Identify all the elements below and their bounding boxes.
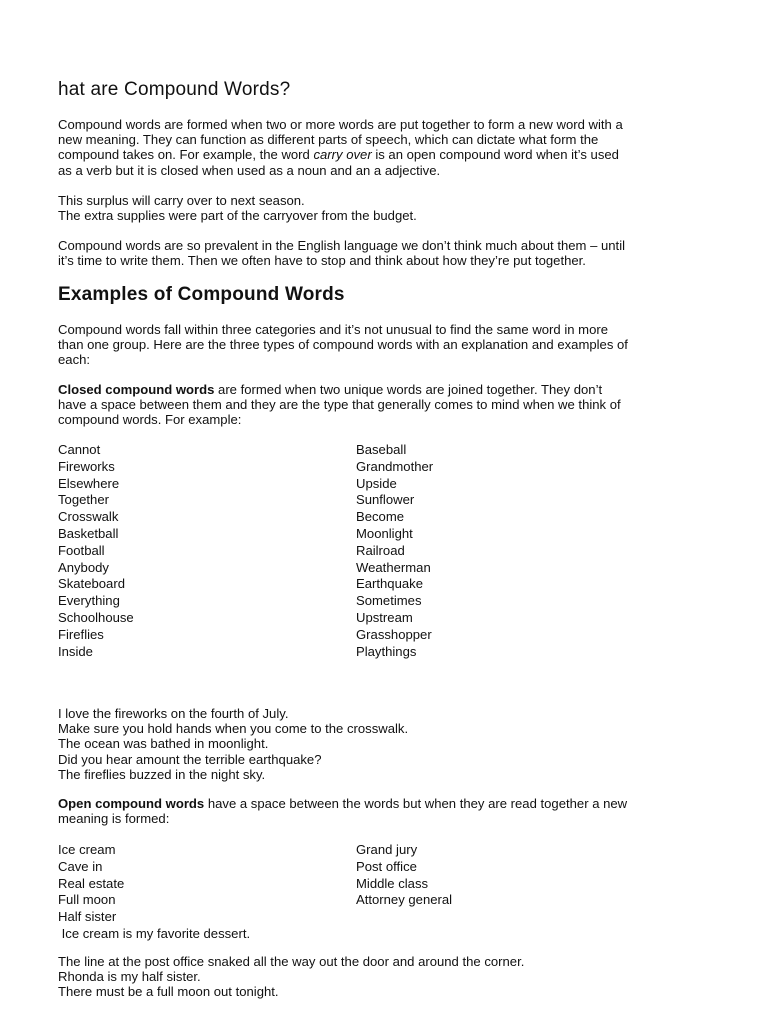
list-item: Earthquake <box>356 576 423 592</box>
list-item: Half sister <box>58 909 117 925</box>
intro-paragraph <box>58 117 718 178</box>
open-list-right-column <box>356 842 646 909</box>
list-item: Weatherman <box>356 559 431 575</box>
list-item: Elsewhere <box>58 475 120 491</box>
list-item: Baseball <box>356 442 407 457</box>
list-item: Grasshopper <box>356 626 432 642</box>
list-item: Football <box>58 542 105 558</box>
list-item: Grand jury <box>356 842 418 857</box>
closed-compound-label: Closed compound words <box>58 382 215 397</box>
page-title: hat are Compound Words? <box>58 79 291 100</box>
list-item: Upside <box>356 475 397 491</box>
open-list-left-column <box>58 842 348 943</box>
list-item: Real estate <box>58 875 125 891</box>
carry-over-term: carry over <box>313 147 372 163</box>
list-item: Together <box>58 492 109 508</box>
list-item: Railroad <box>356 542 405 558</box>
list-item: Playthings <box>356 643 417 659</box>
closed-example-sentences <box>58 706 718 782</box>
example-sentence: The line at the post office snaked all the way out the door and around the corner. <box>58 954 525 969</box>
intro-line: new meaning. They can function as different parts of speech, which can dictate what form the <box>58 132 599 148</box>
list-item: Moonlight <box>356 525 413 541</box>
categories-line: than one group. Here are the three types of compound words with an explanation and examples of <box>58 337 628 353</box>
carry-over-examples <box>58 193 718 223</box>
list-item: Basketball <box>58 525 119 541</box>
categories-line: Compound words fall within three categories and it’s not unusual to find the same word in more <box>58 322 608 337</box>
example-sentence: This surplus will carry over to next season. <box>58 193 305 208</box>
example-sentence: The fireflies buzzed in the night sky. <box>58 766 266 782</box>
categories-line: each: <box>58 352 91 368</box>
list-item: Fireflies <box>58 626 104 642</box>
list-item: Ice cream <box>58 842 116 857</box>
prevalent-line: it’s time to write them. Then we often have to stop and think about how they’re put together. <box>58 253 586 269</box>
list-item: Full moon <box>58 892 116 908</box>
open-intro-line: meaning is formed: <box>58 811 170 827</box>
list-item: Cannot <box>58 442 101 457</box>
closed-list-left-column <box>58 442 348 660</box>
closed-list-right-column <box>356 442 646 660</box>
open-compound-label: Open compound words <box>58 796 205 811</box>
example-sentence: The ocean was bathed in moonlight. <box>58 736 269 752</box>
list-item: Cave in <box>58 858 103 874</box>
closed-intro-line: compound words. For example: <box>58 412 242 428</box>
intro-line: as a verb but it is closed when used as a noun and an a adjective. <box>58 162 441 178</box>
list-item: Everything <box>58 593 120 609</box>
intro-line: compound takes on. For example, the word carry over is an open compound word when it’s used <box>58 147 619 163</box>
list-item: Sometimes <box>356 593 422 609</box>
open-example-sentences <box>58 954 718 1000</box>
list-item: Become <box>356 509 405 525</box>
list-item: Skateboard <box>58 576 125 592</box>
example-sentence: Ice cream is my favorite dessert. <box>58 925 251 941</box>
list-item: Schoolhouse <box>58 609 134 625</box>
list-item: Attorney general <box>356 892 453 908</box>
example-sentence: The extra supplies were part of the carryover from the budget. <box>58 208 417 224</box>
list-item: Grandmother <box>356 458 434 474</box>
closed-compound-intro: Closed compound words are formed when two unique words are joined together. They don’t have a space between them and they are the type that generally comes to mind when we think of compound words. For example: <box>58 382 718 428</box>
intro-line: Compound words are formed when two or more words are put together to form a new word with a <box>58 117 623 132</box>
list-item: Anybody <box>58 559 109 575</box>
list-item: Sunflower <box>356 492 415 508</box>
list-item: Upstream <box>356 609 413 625</box>
example-sentence: Make sure you hold hands when you come to the crosswalk. <box>58 721 409 737</box>
categories-intro <box>58 322 718 368</box>
example-sentence: Rhonda is my half sister. <box>58 969 201 985</box>
list-item: Crosswalk <box>58 509 119 525</box>
list-item: Inside <box>58 643 93 659</box>
example-sentence: There must be a full moon out tonight. <box>58 984 279 1000</box>
closed-intro-line: have a space between them and they are the type that generally comes to mind when we think of <box>58 397 621 413</box>
prevalent-paragraph <box>58 238 718 268</box>
open-compound-intro: Open compound words have a space between the words but when they are read together a new meaning is formed: <box>58 796 718 826</box>
examples-heading: Examples of Compound Words <box>58 284 345 305</box>
list-item: Post office <box>356 858 417 874</box>
prevalent-line: Compound words are so prevalent in the English language we don’t think much about them – until <box>58 238 626 253</box>
list-item: Fireworks <box>58 458 115 474</box>
list-item: Middle class <box>356 875 429 891</box>
example-sentence: Did you hear amount the terrible earthquake? <box>58 751 322 767</box>
example-sentence: I love the fireworks on the fourth of July. <box>58 706 289 721</box>
